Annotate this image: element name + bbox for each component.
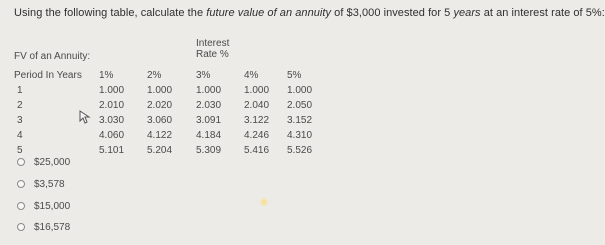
row-1-col-4: 1.000 — [244, 85, 270, 96]
row-2-period: 2 — [17, 100, 23, 111]
question-prefix: Using the following table, calculate the — [14, 7, 207, 19]
option-label: $16,578 — [34, 221, 71, 233]
option-15000[interactable] — [17, 198, 70, 214]
rate-header-3: 3% — [196, 70, 211, 81]
question-italic-1: future value of an annuity — [206, 7, 332, 19]
row-4-col-4: 4.246 — [244, 130, 270, 141]
rate-header-2: 2% — [147, 70, 162, 81]
glare-icon — [259, 197, 269, 207]
option-25000[interactable] — [17, 154, 70, 170]
question-text — [14, 7, 605, 19]
row-4-period: 4 — [17, 130, 23, 141]
row-1-col-5: 1.000 — [287, 85, 313, 96]
row-5-col-1: 5.101 — [99, 145, 125, 156]
interest-rate-heading-line-1: Interest — [196, 38, 230, 49]
interest-rate-heading-line-2: Rate % — [196, 49, 229, 60]
question-italic-2: years — [453, 7, 481, 19]
row-2-col-4: 2.040 — [244, 100, 270, 111]
row-5-col-4: 5.416 — [244, 145, 270, 156]
row-5-col-2: 5.204 — [147, 145, 173, 156]
rate-header-1: 1% — [99, 70, 114, 81]
row-3-col-2: 3.060 — [147, 115, 173, 126]
row-2-col-3: 2.030 — [196, 100, 222, 111]
option-label: $25,000 — [34, 156, 71, 168]
row-3-col-1: 3.030 — [99, 115, 125, 126]
row-1-period: 1 — [17, 85, 23, 96]
rate-header-4: 4% — [244, 70, 259, 81]
row-5-col-5: 5.526 — [287, 145, 313, 156]
pointer-cursor-icon — [79, 110, 91, 124]
period-header: Period In Years — [14, 70, 82, 81]
question-middle: of $3,000 invested for 5 — [331, 7, 454, 19]
row-3-col-5: 3.152 — [287, 115, 313, 126]
option-label: $3,578 — [34, 178, 65, 190]
row-1-col-3: 1.000 — [196, 85, 222, 96]
radio-button-icon[interactable] — [17, 202, 25, 210]
row-4-col-1: 4.060 — [99, 130, 125, 141]
row-2-col-5: 2.050 — [287, 100, 313, 111]
radio-button-icon[interactable] — [17, 223, 25, 231]
row-4-col-3: 4.184 — [196, 130, 222, 141]
option-3578[interactable] — [17, 176, 65, 192]
option-label: $15,000 — [34, 200, 71, 212]
radio-button-icon[interactable] — [17, 180, 25, 188]
row-2-col-2: 2.020 — [147, 100, 173, 111]
row-5-col-3: 5.309 — [196, 145, 222, 156]
row-3-period: 3 — [17, 115, 23, 126]
fv-annuity-title: FV of an Annuity: — [14, 51, 91, 62]
option-16578[interactable] — [17, 219, 70, 235]
question-suffix: at an interest rate of 5%: — [480, 7, 605, 19]
row-1-col-2: 1.000 — [147, 85, 173, 96]
row-4-col-2: 4.122 — [147, 130, 173, 141]
radio-button-icon[interactable] — [17, 158, 25, 166]
row-1-col-1: 1.000 — [99, 85, 125, 96]
row-3-col-3: 3.091 — [196, 115, 222, 126]
row-3-col-4: 3.122 — [244, 115, 270, 126]
rate-header-5: 5% — [287, 70, 302, 81]
row-5-period: 5 — [17, 145, 23, 156]
row-4-col-5: 4.310 — [287, 130, 313, 141]
row-2-col-1: 2.010 — [99, 100, 125, 111]
